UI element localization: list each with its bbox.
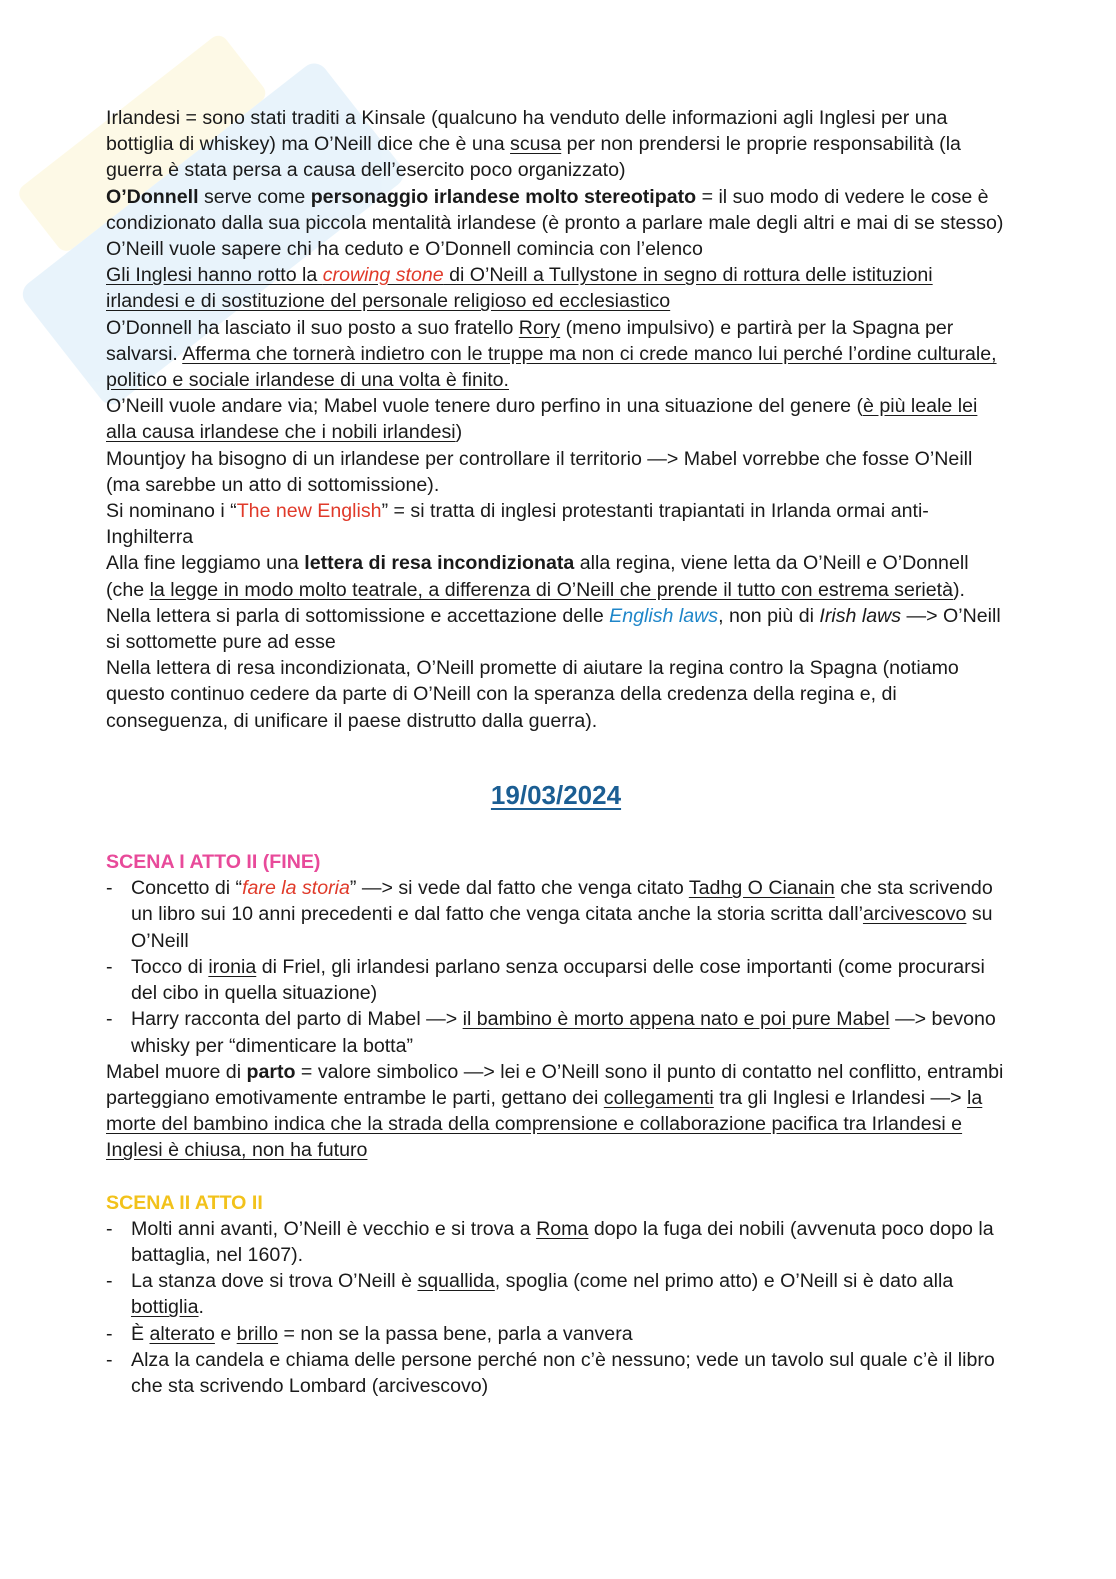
list-item: - Molti anni avanti, O’Neill è vecchio e si trova a Roma dopo la fuga dei nobili (avvenuta poco dopo la battaglia, nel 1607). bbox=[106, 1217, 994, 1266]
section-2-list bbox=[106, 1216, 1006, 1399]
section-1-list bbox=[106, 875, 1006, 1058]
date-heading: 19/03/2024 bbox=[490, 779, 622, 810]
paragraph-kinsale: Irlandesi = sono stati traditi a Kinsale (qualcuno ha venduto delle informazioni agli Inglesi per una bottiglia di whiskey) ma O’Neill dice che è una scusa per non prendersi le proprie responsabilità (la guerra è stata persa a causa dell’esercito poco organizzato) bbox=[106, 107, 961, 182]
paragraph-spagna: Nella lettera di resa incondizionata, O’Neill promette di aiutare la regina contro la Spagna (notiamo questo continuo cedere da parte di O’Neill con la speranza della credenza della regina e, di conseguenza, di unificare il paese distrutto dalla guerra). bbox=[106, 657, 959, 732]
list-item: - Alza la candela e chiama delle persone perché non c’è nessuno; vede un tavolo sul quale c’è il libro che sta scrivendo Lombard (arcivescovo) bbox=[106, 1348, 995, 1397]
list-item: - La stanza dove si trova O’Neill è squallida, spoglia (come nel primo atto) e O’Neill si è dato alla bottiglia. bbox=[106, 1270, 954, 1319]
paragraph-new-english: Si nominano i “The new English” = si tratta di inglesi protestanti trapiantati in Irlanda ormai anti-Inghilterra bbox=[106, 500, 929, 549]
section-heading-scena-2: SCENA II ATTO II bbox=[106, 1191, 263, 1214]
date-heading-wrap bbox=[106, 779, 1006, 811]
document-page bbox=[106, 105, 1006, 1399]
list-item: - È alterato e brillo = non se la passa bene, parla a vanvera bbox=[106, 1322, 633, 1345]
section-heading-scena-1: SCENA I ATTO II (FINE) bbox=[106, 851, 321, 874]
paragraph-mabel: O’Neill vuole andare via; Mabel vuole tenere duro perfino in una situazione del genere (è più leale lei alla causa irlandese che i nobili irlandesi) bbox=[106, 395, 978, 444]
paragraph-rory: O’Donnell ha lasciato il suo posto a suo fratello Rory (meno impulsivo) e partirà per la Spagna per salvarsi. Afferma che tornerà indietro con le truppe ma non ci crede manco lui perché l’ordine culturale, politico e sociale irlandese di una volta è finito. bbox=[106, 316, 997, 392]
paragraph-parto: Mabel muore di parto = valore simbolico —> lei e O’Neill sono il punto di contatto nel conflitto, entrambi parteggiano emotivamente entrambe le parti, gettano dei collegamenti tra gli Inglesi e Irlandesi —> la morte del bambino indica che la strada della comprensione e collaborazione pacifica tra Irlandesi e Inglesi è chiusa, non ha futuro bbox=[106, 1060, 1004, 1162]
list-item: - Harry racconta del parto di Mabel —> il bambino è morto appena nato e poi pure Mabel —> bevono whisky per “dimenticare la botta” bbox=[106, 1008, 996, 1057]
paragraph-crowing-stone: Gli Inglesi hanno rotto la crowing stone di O’Neill a Tullystone in segno di rottura delle istituzioni irlandesi e di sostituzione del personale religioso ed ecclesiastico bbox=[106, 264, 933, 313]
list-item: - Tocco di ironia di Friel, gli irlandesi parlano senza occuparsi delle cose importanti (come procurarsi del cibo in quella situazione) bbox=[106, 955, 985, 1005]
paragraph-odonnell: O’Donnell serve come personaggio irlandese molto stereotipato = il suo modo di vedere le cose è condizionato dalla sua piccola mentalità irlandese (è pronto a parlare male degli altri e mai di se stesso) bbox=[106, 185, 1004, 234]
paragraph-mountjoy: Mountjoy ha bisogno di un irlandese per controllare il territorio —> Mabel vorrebbe che fosse O’Neill (ma sarebbe un atto di sottomissione). bbox=[106, 447, 973, 496]
paragraph-laws: Nella lettera si parla di sottomissione e accettazione delle English laws, non più di Irish laws —> O’Neill si sottomette pure ad esse bbox=[106, 604, 1001, 654]
paragraph-elenco: O’Neill vuole sapere chi ha ceduto e O’Donnell comincia con l’elenco bbox=[106, 238, 703, 261]
paragraph-lettera: Alla fine leggiamo una lettera di resa incondizionata alla regina, viene letta da O’Neill e O’Donnell (che la legge in modo molto teatrale, a differenza di O’Neill che prende il tutto con estrema serietà). bbox=[106, 552, 969, 601]
section-gap bbox=[106, 1164, 1006, 1190]
list-item: - Concetto di “fare la storia” —> si vede dal fatto che venga citato Tadhg O Cianain che sta scrivendo un libro sui 10 anni precedenti e dal fatto che venga citata anche la storia scritta dall’arcivescovo su O’Neill bbox=[106, 877, 993, 952]
